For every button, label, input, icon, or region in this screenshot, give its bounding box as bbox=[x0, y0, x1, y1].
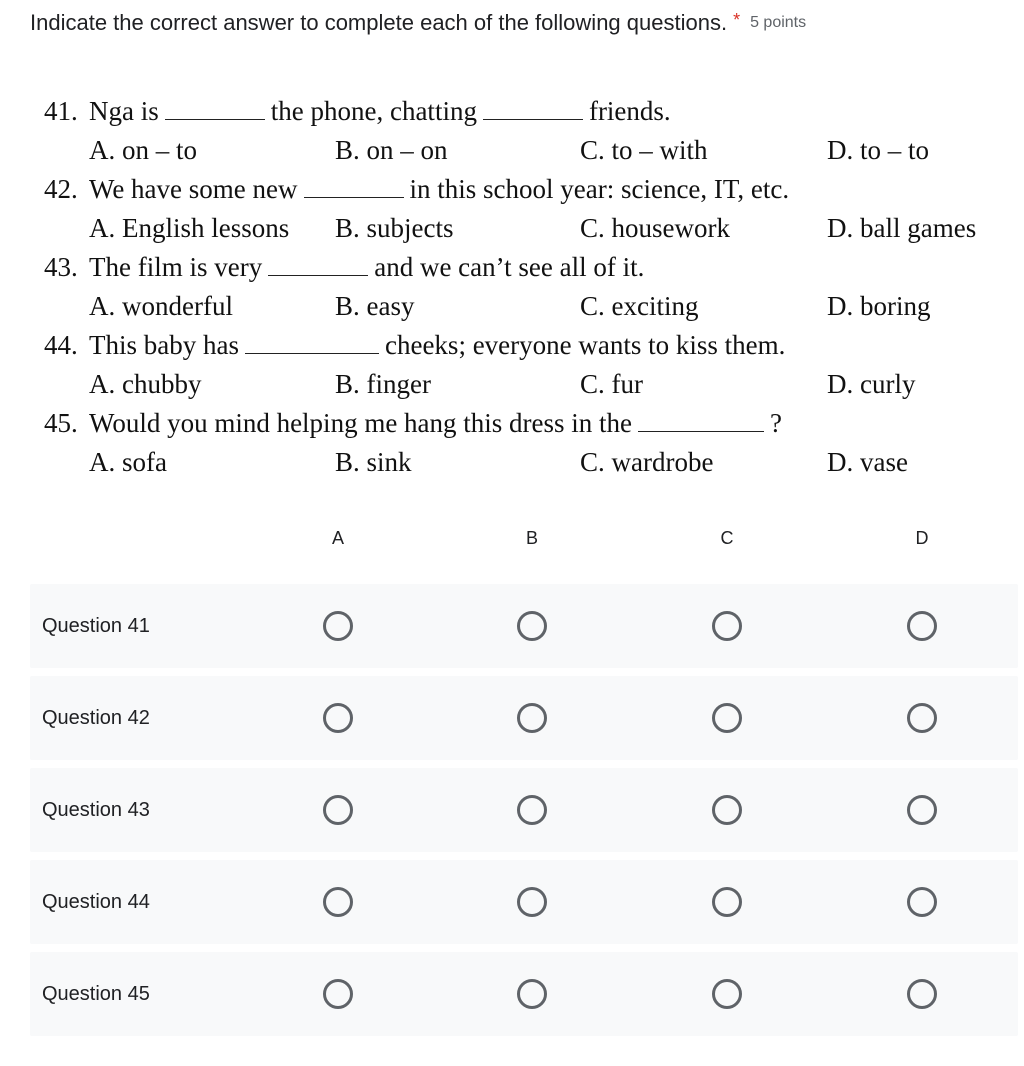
option-d: D. to – to bbox=[827, 135, 930, 165]
option-a: A. sofa bbox=[89, 447, 167, 477]
radio-q41-a[interactable] bbox=[323, 611, 353, 641]
grid-row-question-43 bbox=[30, 768, 1018, 852]
answer-blank bbox=[638, 408, 764, 432]
question-text: The film is very bbox=[89, 252, 263, 282]
question-42-stem bbox=[44, 170, 1004, 209]
option-b: B. sink bbox=[335, 447, 412, 477]
question-text: in this school year: science, IT, etc. bbox=[409, 174, 790, 204]
option-d: D. vase bbox=[827, 447, 908, 477]
radio-q45-a[interactable] bbox=[323, 979, 353, 1009]
option-b: B. subjects bbox=[335, 213, 454, 243]
option-c: C. wardrobe bbox=[580, 447, 714, 477]
radio-q42-a[interactable] bbox=[323, 703, 353, 733]
option-a: A. wonderful bbox=[89, 291, 233, 321]
option-b: B. on – on bbox=[335, 135, 448, 165]
radio-q42-d[interactable] bbox=[907, 703, 937, 733]
radio-q41-d[interactable] bbox=[907, 611, 937, 641]
radio-q44-a[interactable] bbox=[323, 887, 353, 917]
question-text: Would you mind helping me hang this dress in the bbox=[89, 408, 633, 438]
question-text: the phone, chatting bbox=[270, 96, 477, 126]
option-a: A. English lessons bbox=[89, 213, 290, 243]
column-header-c: C bbox=[720, 528, 734, 548]
row-label: Question 44 bbox=[42, 891, 150, 913]
option-c: C. to – with bbox=[580, 135, 708, 165]
question-45-stem bbox=[44, 404, 1004, 443]
question-number: 42. bbox=[44, 174, 78, 204]
points-label: 5 points bbox=[750, 14, 807, 31]
question-number: 45. bbox=[44, 408, 78, 438]
grid-column-headers bbox=[30, 520, 1018, 560]
option-d: D. ball games bbox=[827, 213, 977, 243]
question-44-stem bbox=[44, 326, 1004, 365]
option-c: C. exciting bbox=[580, 291, 699, 321]
answer-blank bbox=[245, 330, 379, 354]
question-43-stem bbox=[44, 248, 1004, 287]
radio-q44-b[interactable] bbox=[517, 887, 547, 917]
column-header-b: B bbox=[525, 528, 538, 548]
option-d: D. boring bbox=[827, 291, 931, 321]
question-text: We have some new bbox=[89, 174, 298, 204]
question-text: and we can’t see all of it. bbox=[374, 252, 645, 282]
question-title: Indicate the correct answer to complete each of the following questions. bbox=[30, 10, 728, 35]
question-text: cheeks; everyone wants to kiss them. bbox=[384, 330, 786, 360]
grid-row-question-42 bbox=[30, 676, 1018, 760]
answer-blank bbox=[483, 96, 583, 120]
required-mark: * bbox=[733, 9, 741, 30]
option-c: C. fur bbox=[580, 369, 643, 399]
question-text: friends. bbox=[588, 96, 671, 126]
column-header-d: D bbox=[915, 528, 929, 548]
radio-q42-b[interactable] bbox=[517, 703, 547, 733]
question-41-options bbox=[44, 131, 1004, 170]
question-42-options bbox=[44, 209, 1004, 248]
question-image bbox=[44, 92, 1004, 482]
option-c: C. housework bbox=[580, 213, 730, 243]
option-a: A. on – to bbox=[89, 135, 197, 165]
option-d: D. curly bbox=[827, 369, 916, 399]
grid-row-question-45 bbox=[30, 952, 1018, 1036]
question-number: 44. bbox=[44, 330, 78, 360]
answer-blank bbox=[304, 174, 404, 198]
grid-row-question-44 bbox=[30, 860, 1018, 944]
radio-q43-b[interactable] bbox=[517, 795, 547, 825]
radio-q43-d[interactable] bbox=[907, 795, 937, 825]
question-45-options bbox=[44, 443, 1004, 482]
row-label: Question 42 bbox=[42, 707, 150, 729]
question-41-stem bbox=[44, 92, 1004, 131]
question-number: 41. bbox=[44, 96, 78, 126]
radio-q45-c[interactable] bbox=[712, 979, 742, 1009]
question-text: ? bbox=[770, 408, 783, 438]
row-label: Question 45 bbox=[42, 983, 150, 1005]
radio-q44-d[interactable] bbox=[907, 887, 937, 917]
radio-q41-b[interactable] bbox=[517, 611, 547, 641]
radio-q45-b[interactable] bbox=[517, 979, 547, 1009]
answer-blank bbox=[165, 96, 265, 120]
row-label: Question 43 bbox=[42, 799, 150, 821]
radio-q43-c[interactable] bbox=[712, 795, 742, 825]
answer-blank bbox=[268, 252, 368, 276]
radio-q41-c[interactable] bbox=[712, 611, 742, 641]
question-43-options bbox=[44, 287, 1004, 326]
row-label: Question 41 bbox=[42, 615, 150, 637]
radio-q44-c[interactable] bbox=[712, 887, 742, 917]
question-number: 43. bbox=[44, 252, 78, 282]
question-text: This baby has bbox=[89, 330, 239, 360]
radio-q43-a[interactable] bbox=[323, 795, 353, 825]
question-text: Nga is bbox=[89, 96, 159, 126]
radio-q42-c[interactable] bbox=[712, 703, 742, 733]
grid-row-question-41 bbox=[30, 584, 1018, 668]
question-44-options bbox=[44, 365, 1004, 404]
column-header-a: A bbox=[331, 528, 344, 548]
option-a: A. chubby bbox=[89, 369, 202, 399]
option-b: B. finger bbox=[335, 369, 431, 399]
radio-q45-d[interactable] bbox=[907, 979, 937, 1009]
option-b: B. easy bbox=[335, 291, 415, 321]
question-header bbox=[30, 6, 1020, 40]
